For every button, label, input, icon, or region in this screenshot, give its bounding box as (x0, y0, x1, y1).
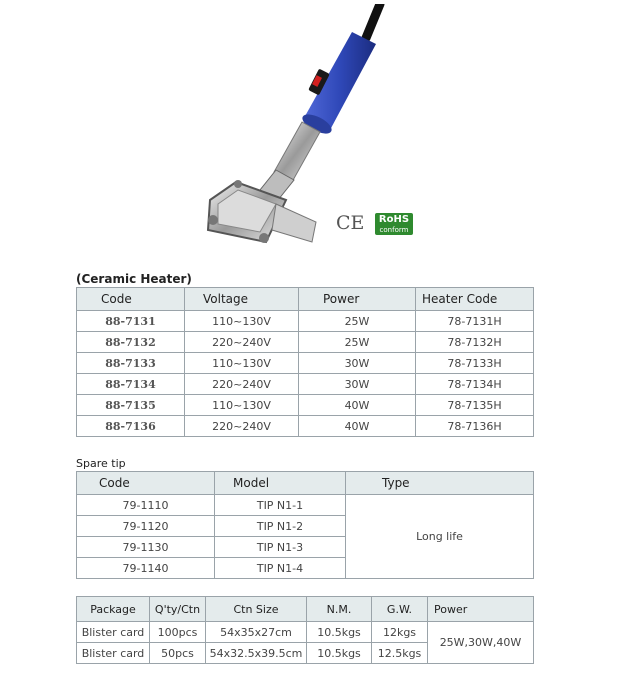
cell-heater-code: 78-7133H (416, 353, 534, 374)
column-header-power: Power (428, 597, 534, 622)
rohs-conform-label: conform (379, 226, 409, 234)
cell-voltage: 220~240V (185, 416, 299, 437)
rohs-mark (375, 213, 413, 235)
cell-power: 30W (299, 353, 416, 374)
cell-package: Blister card (77, 622, 150, 643)
cell-power: 40W (299, 416, 416, 437)
column-header-qty: Q'ty/Ctn (150, 597, 206, 622)
cell-code: 79-1110 (77, 495, 215, 516)
rohs-label: RoHS (378, 214, 410, 225)
column-header-nm: N.M. (307, 597, 372, 622)
table-row (77, 332, 534, 353)
cell-code: 88-7136 (77, 416, 185, 437)
cell-qty: 50pcs (150, 643, 206, 664)
spare-tip-section-title: Spare tip (76, 457, 126, 470)
cell-model: TIP N1-2 (215, 516, 346, 537)
cell-voltage: 220~240V (185, 332, 299, 353)
cell-code: 88-7135 (77, 395, 185, 416)
column-header-code: Code (77, 288, 185, 311)
table-row (77, 374, 534, 395)
cell-model: TIP N1-3 (215, 537, 346, 558)
cell-gw: 12kgs (372, 622, 428, 643)
cell-heater-code: 78-7136H (416, 416, 534, 437)
cell-power: 30W (299, 374, 416, 395)
spare-tip-table (76, 471, 534, 579)
cell-voltage: 110~130V (185, 311, 299, 332)
table-row (77, 495, 534, 516)
cell-heater-code: 78-7131H (416, 311, 534, 332)
cell-heater-code: 78-7135H (416, 395, 534, 416)
column-header-ctn-size: Ctn Size (206, 597, 307, 622)
table-row (77, 395, 534, 416)
column-header-heater-code: Heater Code (416, 288, 534, 311)
cell-nm: 10.5kgs (307, 622, 372, 643)
cell-code: 88-7133 (77, 353, 185, 374)
table-row (77, 416, 534, 437)
heater-section-title: (Ceramic Heater) (76, 272, 192, 286)
cell-code: 79-1120 (77, 516, 215, 537)
cell-power: 25W (299, 311, 416, 332)
column-header-voltage: Voltage (185, 288, 299, 311)
cell-power: 25W,30W,40W (428, 622, 534, 664)
cell-code: 88-7132 (77, 332, 185, 353)
cell-code: 79-1140 (77, 558, 215, 579)
column-header-type: Type (346, 472, 534, 495)
heater-table (76, 287, 534, 437)
cell-voltage: 220~240V (185, 374, 299, 395)
packing-table (76, 596, 534, 664)
cell-code: 79-1130 (77, 537, 215, 558)
cell-qty: 100pcs (150, 622, 206, 643)
cell-power: 25W (299, 332, 416, 353)
cell-voltage: 110~130V (185, 395, 299, 416)
cell-type: Long life (346, 495, 534, 579)
table-row (77, 353, 534, 374)
cell-package: Blister card (77, 643, 150, 664)
table-header-row (77, 288, 534, 311)
cell-heater-code: 78-7134H (416, 374, 534, 395)
cell-heater-code: 78-7132H (416, 332, 534, 353)
cell-ctn-size: 54x32.5x39.5cm (206, 643, 307, 664)
cell-model: TIP N1-4 (215, 558, 346, 579)
cell-gw: 12.5kgs (372, 643, 428, 664)
table-row (77, 311, 534, 332)
cell-code: 88-7131 (77, 311, 185, 332)
table-row (77, 622, 534, 643)
table-header-row (77, 472, 534, 495)
column-header-model: Model (215, 472, 346, 495)
cell-voltage: 110~130V (185, 353, 299, 374)
column-header-package: Package (77, 597, 150, 622)
cell-model: TIP N1-1 (215, 495, 346, 516)
cell-code: 88-7134 (77, 374, 185, 395)
cell-ctn-size: 54x35x27cm (206, 622, 307, 643)
column-header-gw: G.W. (372, 597, 428, 622)
column-header-power: Power (299, 288, 416, 311)
cell-power: 40W (299, 395, 416, 416)
table-header-row (77, 597, 534, 622)
column-header-code: Code (77, 472, 215, 495)
ce-mark: CE (336, 212, 365, 234)
cell-nm: 10.5kgs (307, 643, 372, 664)
